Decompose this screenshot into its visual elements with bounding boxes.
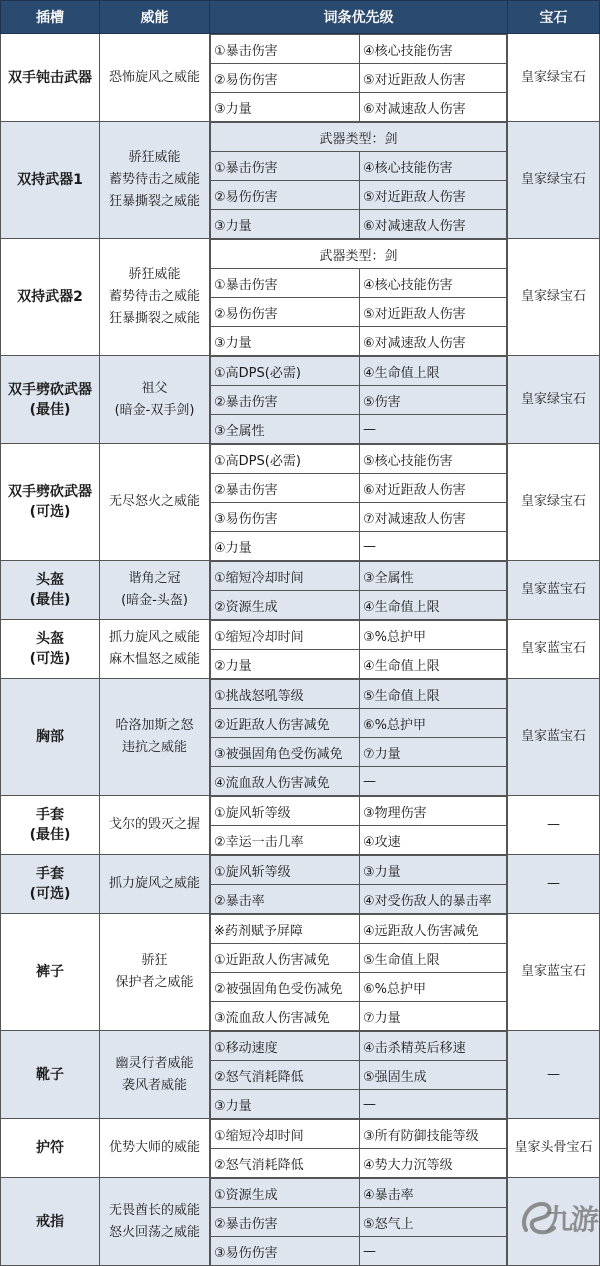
slot-cell [1, 1178, 100, 1266]
affix-item: ④攻速 [360, 826, 507, 855]
affix-row [211, 327, 507, 356]
power-name: 狂暴撕裂之威能 [108, 194, 200, 209]
power-cell [100, 122, 210, 239]
affix-item: ①资源生成 [211, 1179, 360, 1208]
gem-cell: 皇家蓝宝石 [508, 561, 600, 620]
power-name: 狂暴撕裂之威能 [108, 311, 200, 326]
slot-label: 双手劈砍武器 [8, 484, 92, 500]
affix-item: ③力量 [360, 856, 507, 885]
affix-grid [210, 1031, 507, 1118]
affix-item: ⑥对近距敌人伤害 [360, 474, 507, 503]
gear-row [1, 914, 600, 1031]
affix-item: ⑤生命值上限 [360, 944, 507, 973]
affix-row [211, 1208, 507, 1237]
power-name: 祖父 [141, 380, 168, 396]
power-cell [100, 34, 210, 122]
slot-label: 头盔 [36, 631, 64, 647]
gem-cell: 皇家绿宝石 [508, 356, 600, 444]
affix-item: ⑤生命值上限 [360, 680, 507, 709]
gear-row [1, 1031, 600, 1119]
power-cell [100, 444, 210, 561]
power-cell [100, 914, 210, 1031]
affix-row [211, 1090, 507, 1119]
slot-cell [1, 122, 100, 239]
affix-row [211, 1179, 507, 1208]
affix-row [211, 562, 507, 591]
gem-cell: 皇家头骨宝石 [508, 1119, 600, 1178]
affix-item: ③被强固角色受伤减免 [211, 738, 360, 767]
affix-row [211, 298, 507, 327]
slot-label: 靴子 [36, 1066, 64, 1083]
affix-grid [210, 679, 507, 795]
affix-row [211, 650, 507, 679]
affix-item: ③力量 [211, 93, 360, 122]
affix-row [211, 64, 507, 93]
affix-grid [210, 855, 507, 913]
slot-cell [1, 679, 100, 796]
slot-label: 戒指 [36, 1213, 64, 1230]
affix-item: ③易伤伤害 [211, 503, 360, 532]
affix-row [211, 1120, 507, 1149]
power-name: 无畏酋长的威能 [108, 1202, 200, 1218]
gem-cell: 皇家绿宝石 [508, 34, 600, 122]
affix-item: ④对受伤敌人的暴击率 [360, 885, 507, 914]
affix-item: ⑤怒气上 [360, 1208, 507, 1237]
affix-item: ④击杀精英后移速 [360, 1032, 507, 1061]
affix-item: ③全属性 [211, 415, 360, 444]
power-cell [100, 855, 210, 914]
affix-row [211, 1061, 507, 1090]
power-cell [100, 620, 210, 679]
affix-priority-cell [210, 914, 508, 1031]
affix-row [211, 915, 507, 944]
slot-cell [1, 1119, 100, 1178]
affix-item: ①暴击伤害 [211, 152, 360, 181]
affix-item: — [360, 532, 507, 561]
affix-row [211, 591, 507, 620]
gear-row [1, 1119, 600, 1178]
affix-row [211, 856, 507, 885]
affix-row [211, 415, 507, 444]
header-slot: 插槽 [1, 1, 100, 34]
affix-row [211, 35, 507, 64]
affix-item: ②暴击伤害 [211, 474, 360, 503]
affix-item: ②怒气消耗降低 [211, 1061, 360, 1090]
power-name: 骄狂 [141, 953, 168, 968]
affix-grid [210, 620, 507, 678]
affix-row [211, 1237, 507, 1266]
power-name: 保护者之威能 [115, 975, 194, 990]
slot-label: 双持武器1 [17, 172, 83, 188]
slot-cell [1, 356, 100, 444]
slot-label: (可选) [29, 651, 71, 667]
power-name: 谐角之冠 [128, 571, 181, 586]
affix-grid [210, 561, 507, 619]
affix-grid [210, 444, 507, 560]
affix-item: ①旋风斩等级 [211, 856, 360, 885]
affix-item: ②力量 [211, 650, 360, 679]
affix-item: ④远距敌人伤害减免 [360, 915, 507, 944]
affix-item: ⑤对近距敌人伤害 [360, 298, 507, 327]
affix-item: ①挑战怒吼等级 [211, 680, 360, 709]
affix-grid [210, 1119, 507, 1177]
affix-row [211, 386, 507, 415]
power-cell [100, 239, 210, 356]
slot-cell [1, 34, 100, 122]
power-name: 恐怖旋风之威能 [108, 69, 200, 85]
affix-item: ⑥对减速敌人伤害 [360, 327, 507, 356]
affix-grid [210, 914, 507, 1030]
slot-cell [1, 914, 100, 1031]
slot-label: 双手劈砍武器 [8, 381, 92, 398]
affix-row [211, 1149, 507, 1178]
gear-row [1, 239, 600, 356]
affix-grid [210, 239, 507, 355]
affix-item: ⑤核心技能伤害 [360, 445, 507, 474]
power-name: 无尽怒火之威能 [108, 494, 200, 509]
power-name: 优势大师的威能 [108, 1140, 200, 1155]
affix-priority-cell [210, 561, 508, 620]
gem-cell: 皇家绿宝石 [508, 444, 600, 561]
affix-item: ①暴击伤害 [211, 35, 360, 64]
affix-row [211, 738, 507, 767]
affix-item: ③易伤伤害 [211, 1237, 360, 1266]
watermark-text: 九游 [545, 1203, 598, 1236]
header-gem: 宝石 [508, 1, 600, 34]
affix-item: ④核心技能伤害 [360, 152, 507, 181]
affix-row [211, 532, 507, 561]
affix-item: ②暴击伤害 [211, 1208, 360, 1237]
slot-cell [1, 620, 100, 679]
power-cell [100, 796, 210, 855]
affix-item: ②暴击伤害 [211, 386, 360, 415]
affix-item: — [360, 415, 507, 444]
gear-row [1, 679, 600, 796]
affix-item: ⑤对近距敌人伤害 [360, 64, 507, 93]
affix-item: ⑦力量 [360, 1002, 507, 1031]
affix-item: ①缩短冷却时间 [211, 1120, 360, 1149]
affix-row [211, 973, 507, 1002]
weapon-type-line: 武器类型：剑 [211, 240, 507, 269]
gem-cell: 皇家蓝宝石 [508, 620, 600, 679]
power-name: 麻木愠怒之威能 [108, 652, 200, 667]
affix-priority-cell [210, 1119, 508, 1178]
gear-row [1, 444, 600, 561]
affix-row [211, 709, 507, 738]
power-name: 蓄势待击之威能 [108, 289, 200, 304]
affix-item: ①旋风斩等级 [211, 797, 360, 826]
affix-item: ④流血敌人伤害减免 [211, 767, 360, 796]
power-cell [100, 679, 210, 796]
affix-row [211, 152, 507, 181]
gear-row [1, 122, 600, 239]
affix-item: ③力量 [211, 327, 360, 356]
affix-row [211, 885, 507, 914]
affix-row [211, 944, 507, 973]
slot-label: 头盔 [36, 572, 64, 588]
affix-item: ②怒气消耗降低 [211, 1149, 360, 1178]
affix-item: ①暴击伤害 [211, 269, 360, 298]
affix-item: ※药剂赋予屏障 [211, 915, 360, 944]
gem-cell: 皇家蓝宝石 [508, 914, 600, 1031]
slot-label: (最佳) [29, 827, 71, 843]
affix-priority-cell [210, 620, 508, 679]
affix-item: ①高DPS(必需) [211, 445, 360, 474]
gear-row [1, 796, 600, 855]
affix-item: ①高DPS(必需) [211, 357, 360, 386]
power-cell [100, 356, 210, 444]
power-name: (暗金-头盔) [121, 593, 188, 608]
affix-row [211, 767, 507, 796]
power-name: 幽灵行者威能 [115, 1055, 194, 1071]
power-name: 违抗之威能 [121, 740, 187, 755]
affix-item: ⑥%总护甲 [360, 973, 507, 1002]
power-name: 蓄势待击之威能 [108, 172, 200, 187]
affix-item: ④暴击率 [360, 1179, 507, 1208]
affix-item: ②幸运一击几率 [211, 826, 360, 855]
affix-item: ④力量 [211, 532, 360, 561]
affix-item: ⑥%总护甲 [360, 709, 507, 738]
gem-cell: — [508, 796, 600, 855]
gem-cell: 皇家绿宝石 [508, 122, 600, 239]
gem-cell: 皇家绿宝石 [508, 239, 600, 356]
affix-item: ③全属性 [360, 562, 507, 591]
affix-item: ①近距敌人伤害减免 [211, 944, 360, 973]
affix-item: — [360, 1237, 507, 1266]
affix-grid [210, 1178, 507, 1265]
affix-item: ④核心技能伤害 [360, 269, 507, 298]
power-name: 抓力旋风之威能 [108, 630, 200, 645]
header-row [1, 1, 600, 34]
affix-item: ④生命值上限 [360, 591, 507, 620]
power-cell [100, 1119, 210, 1178]
affix-item: ⑤强固生成 [360, 1061, 507, 1090]
affix-item: ③%总护甲 [360, 621, 507, 650]
gear-row [1, 620, 600, 679]
affix-item: ③力量 [211, 1090, 360, 1119]
affix-priority-cell [210, 356, 508, 444]
power-name: 骄狂威能 [128, 267, 181, 282]
slot-label: (可选) [29, 504, 71, 520]
affix-row [211, 357, 507, 386]
power-name: 抓力旋风之威能 [108, 876, 200, 891]
affix-row [211, 181, 507, 210]
affix-priority-cell [210, 34, 508, 122]
affix-item: ③力量 [211, 210, 360, 239]
affix-row [211, 1032, 507, 1061]
affix-item: ③流血敌人伤害减免 [211, 1002, 360, 1031]
affix-item: ⑤对近距敌人伤害 [360, 181, 507, 210]
power-name: 哈洛加斯之怒 [115, 718, 194, 733]
affix-grid [210, 796, 507, 854]
affix-item: ②资源生成 [211, 591, 360, 620]
power-name: 戈尔的毁灭之握 [108, 817, 200, 832]
affix-item: ④势大力沉等级 [360, 1149, 507, 1178]
slot-label: 护符 [36, 1140, 64, 1156]
affix-item: ③物理伤害 [360, 797, 507, 826]
gear-row [1, 1178, 600, 1266]
affix-priority-cell [210, 444, 508, 561]
affix-item: — [360, 767, 507, 796]
affix-item: ⑤伤害 [360, 386, 507, 415]
header-affix-priority: 词条优先级 [210, 1, 508, 34]
power-name: (暗金-双手剑) [114, 402, 195, 418]
affix-item: ②易伤伤害 [211, 64, 360, 93]
slot-cell [1, 444, 100, 561]
affix-row [211, 93, 507, 122]
affix-grid [210, 34, 507, 121]
gem-cell: — [508, 1031, 600, 1119]
affix-row [211, 445, 507, 474]
affix-item: ②被强固角色受伤减免 [211, 973, 360, 1002]
power-name: 袭风者威能 [121, 1077, 187, 1093]
power-name: 骄狂威能 [128, 150, 181, 165]
affix-item: ①缩短冷却时间 [211, 621, 360, 650]
affix-item: ⑥对减速敌人伤害 [360, 210, 507, 239]
affix-grid [210, 356, 507, 443]
slot-cell [1, 561, 100, 620]
affix-row [211, 269, 507, 298]
affix-priority-cell [210, 855, 508, 914]
weapon-type-line: 武器类型：剑 [211, 123, 507, 152]
affix-priority-cell [210, 679, 508, 796]
slot-label: 胸部 [36, 729, 64, 745]
affix-row [211, 621, 507, 650]
power-name: 怒火回荡之威能 [108, 1224, 200, 1240]
header-power: 威能 [100, 1, 210, 34]
affix-grid [210, 122, 507, 238]
affix-row [211, 474, 507, 503]
slot-label: (最佳) [29, 592, 71, 608]
slot-label: 手套 [36, 807, 64, 823]
gear-row [1, 561, 600, 620]
gem-cell: — [508, 855, 600, 914]
gear-row [1, 34, 600, 122]
affix-row [211, 1002, 507, 1031]
gear-row [1, 855, 600, 914]
affix-priority-cell [210, 796, 508, 855]
slot-label: 裤子 [36, 964, 64, 980]
slot-label: (最佳) [29, 401, 71, 418]
affix-item: — [360, 1090, 507, 1119]
power-cell [100, 1031, 210, 1119]
slot-cell [1, 796, 100, 855]
affix-item: ⑦对减速敌人伤害 [360, 503, 507, 532]
affix-item: ②暴击率 [211, 885, 360, 914]
slot-label: 手套 [36, 866, 64, 882]
affix-item: ②近距敌人伤害减免 [211, 709, 360, 738]
slot-label: 双持武器2 [17, 289, 83, 305]
affix-item: ③所有防御技能等级 [360, 1120, 507, 1149]
slot-label: 双手钝击武器 [8, 69, 92, 86]
affix-priority-cell [210, 1178, 508, 1266]
power-cell [100, 1178, 210, 1266]
affix-priority-cell [210, 239, 508, 356]
affix-item: ②易伤伤害 [211, 298, 360, 327]
power-cell [100, 561, 210, 620]
affix-item: ①缩短冷却时间 [211, 562, 360, 591]
affix-item: ①移动速度 [211, 1032, 360, 1061]
gear-row [1, 356, 600, 444]
affix-item: ⑦力量 [360, 738, 507, 767]
affix-item: ②易伤伤害 [211, 181, 360, 210]
affix-item: ④核心技能伤害 [360, 35, 507, 64]
gem-cell: 皇家蓝宝石 [508, 679, 600, 796]
affix-row [211, 503, 507, 532]
affix-row [211, 680, 507, 709]
affix-item: ⑥对减速敌人伤害 [360, 93, 507, 122]
slot-cell [1, 1031, 100, 1119]
affix-row [211, 826, 507, 855]
affix-row [211, 210, 507, 239]
slot-cell [1, 239, 100, 356]
affix-priority-cell [210, 122, 508, 239]
affix-item: ④生命值上限 [360, 357, 507, 386]
affix-priority-cell [210, 1031, 508, 1119]
slot-label: (可选) [29, 886, 71, 902]
slot-cell [1, 855, 100, 914]
affix-item: ④生命值上限 [360, 650, 507, 679]
affix-row [211, 797, 507, 826]
